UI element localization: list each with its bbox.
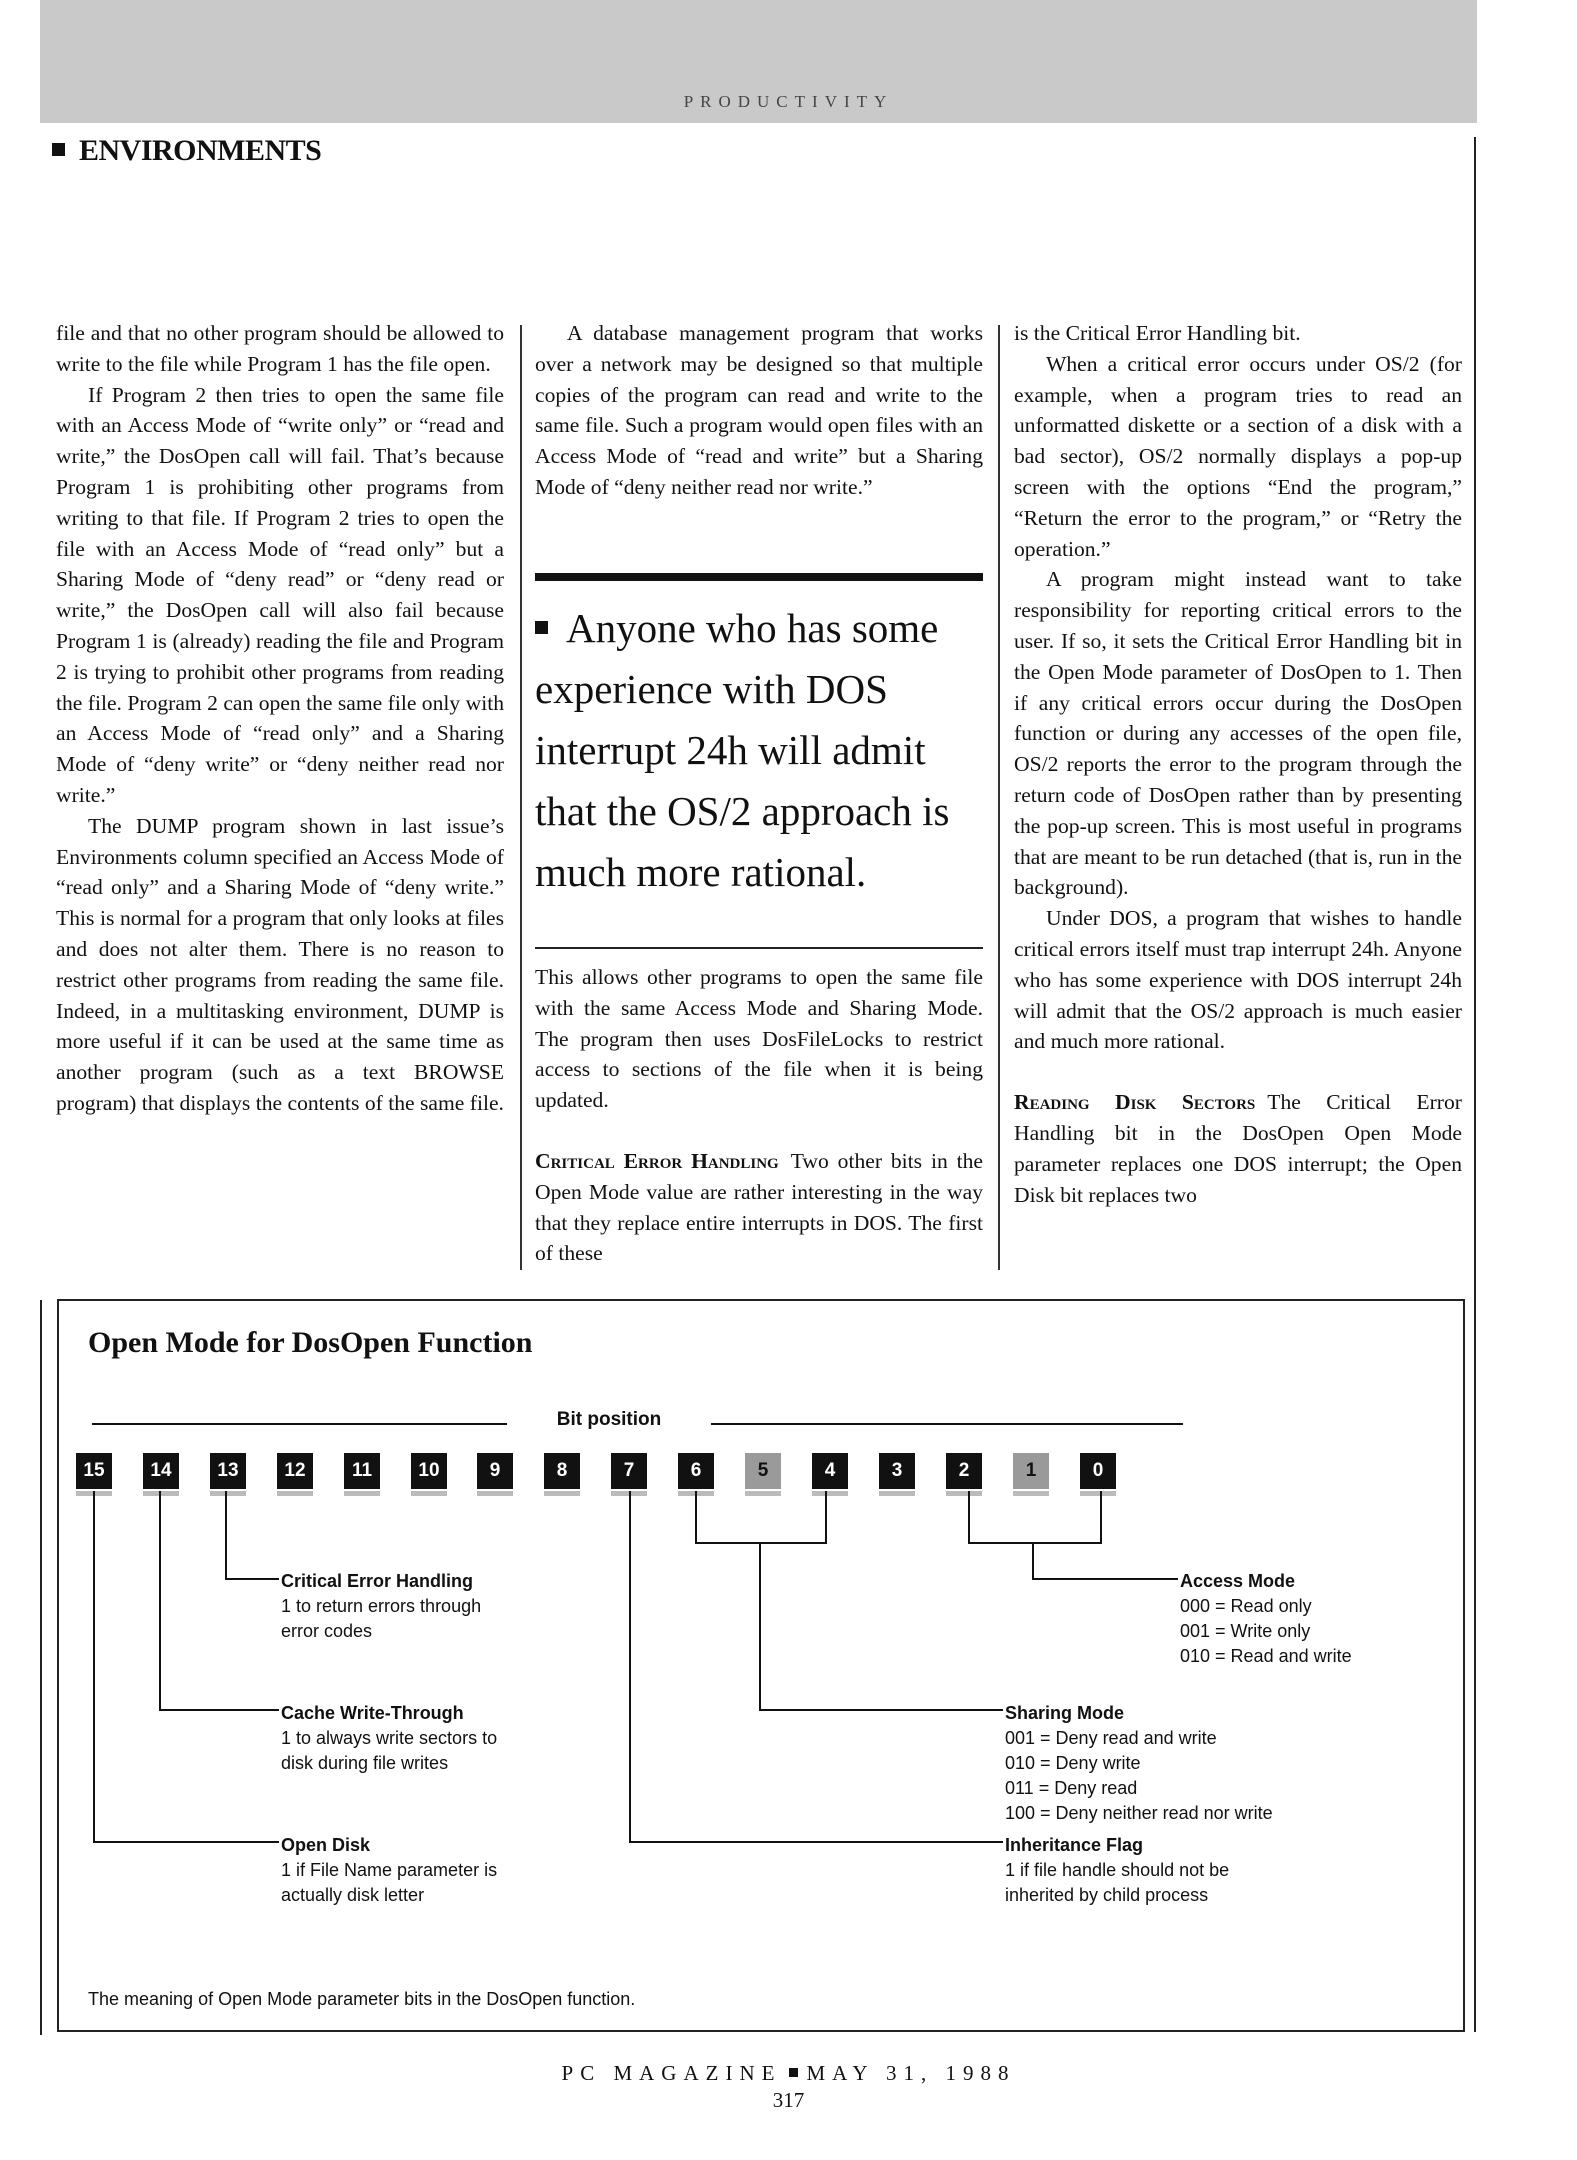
connector-line <box>1032 1578 1178 1580</box>
paragraph <box>535 1146 983 1269</box>
connector-line <box>695 1542 827 1544</box>
label-title: Cache Write-Through <box>281 1703 464 1723</box>
bit-box-shadow <box>812 1491 848 1496</box>
bit-box-shadow <box>1013 1491 1049 1496</box>
label-line: 1 if file handle should not be <box>1005 1860 1230 1880</box>
figure-box <box>57 1299 1465 2032</box>
label-line: disk during file writes <box>281 1753 449 1773</box>
paragraph: is the Critical Error Handling bit. <box>1014 321 1301 345</box>
pullquote <box>535 598 985 903</box>
connector-line <box>1032 1542 1034 1579</box>
paragraph: A program might instead want to take responsibility for reporting critical errors to the user. If so, it sets the Critical Error Handling bit in the Open Mode parameter of DosOpen to 1. Then if any critical errors occur during the DosOpen function or during any accesses of the open file, OS/2 reports the error to the program through the return code of DosOpen rather than by presenting the pop-up screen. This is most useful in programs that are meant to be run detached (that is, run in the background). <box>1014 567 1462 900</box>
connector-line <box>825 1491 827 1543</box>
label-line: inherited by child process <box>1005 1885 1209 1905</box>
figure-caption: The meaning of Open Mode parameter bits in the DosOpen function. <box>88 1989 636 2009</box>
label-title: Access Mode <box>1180 1571 1296 1591</box>
label-line: 1 to return errors through <box>281 1596 482 1616</box>
bit-position-rule <box>92 1423 507 1425</box>
bit-box-shadow <box>879 1491 915 1496</box>
bit-box-shadow <box>946 1491 982 1496</box>
bit-box-1: 1 <box>1013 1453 1049 1489</box>
connector-line <box>1100 1491 1102 1543</box>
label-title: Sharing Mode <box>1005 1703 1125 1723</box>
bit-box-shadow <box>745 1491 781 1496</box>
connector-line <box>225 1578 279 1580</box>
connector-line <box>159 1709 279 1711</box>
bit-position-rule <box>711 1423 1183 1425</box>
label-inheritance-flag <box>1005 1833 1229 1908</box>
text-column-2 <box>535 318 983 503</box>
bit-box-5: 5 <box>745 1453 781 1489</box>
bit-box-6: 6 <box>678 1453 714 1489</box>
footer <box>0 2061 1577 2086</box>
label-line: 010 = Read and write <box>1180 1646 1352 1666</box>
connector-line <box>159 1491 161 1710</box>
paragraph: When a critical error occurs under OS/2 (for example, when a program tries to read an unformatted diskette or a section of a disk with a bad sector), OS/2 normally displays a pop-up screen with the options “End the program,” “Return the error to the program,” or “Retry the operation.” <box>1014 351 1462 561</box>
connector-line <box>629 1491 631 1842</box>
label-line: 100 = Deny neither read nor write <box>1005 1803 1273 1823</box>
section-label: PRODUCTIVITY <box>683 92 894 111</box>
bit-box-15: 15 <box>76 1453 112 1489</box>
connector-line <box>968 1491 970 1543</box>
connector-line <box>759 1709 1003 1711</box>
bit-box-shadow <box>277 1491 313 1496</box>
label-line: error codes <box>281 1621 373 1641</box>
column-title-text: ENVIRONMENTS <box>79 134 322 167</box>
label-line: 010 = Deny write <box>1005 1753 1141 1773</box>
label-line: actually disk letter <box>281 1885 425 1905</box>
label-access-mode <box>1180 1569 1352 1669</box>
bit-box-12: 12 <box>277 1453 313 1489</box>
connector-line <box>225 1491 227 1579</box>
text-column-1 <box>56 318 504 1119</box>
column-separator <box>998 325 1000 1270</box>
paragraph: Under DOS, a program that wishes to handle critical errors itself must trap interrupt 24h. Anyone who has some experience with DOS interrupt 24h will admit that the OS/2 approach is much easier and much more rational. <box>1014 906 1462 1054</box>
subhead-text: The Critical Error Handling bit in the DosOpen Open Mode parameter replaces one DOS interrupt; the Open Disk bit replaces two <box>1014 1090 1462 1207</box>
bit-box-shadow <box>344 1491 380 1496</box>
figure-title: Open Mode for DosOpen Function <box>88 1326 533 1359</box>
paragraph: The DUMP program shown in last issue’s Environments column specified an Access Mode of “read only” and a Sharing Mode of “deny write.” This is normal for a program that only looks at files and does not alter them. There is no reason to restrict other programs from reading the same file. Indeed, in a multitasking environment, DUMP is more useful if it can be used at the same time as another program (such as a text BROWSE program) that displays the contents of the same file. <box>56 813 504 1115</box>
bit-box-9: 9 <box>477 1453 513 1489</box>
bullet-square-icon <box>789 2068 798 2077</box>
bit-box-2: 2 <box>946 1453 982 1489</box>
paragraph: If Program 2 then tries to open the same file with an Access Mode of “write only” or “read and write,” the DosOpen call will fail. That’s because Program 1 is prohibiting other programs from writing to that file. If Program 2 tries to open the file with an Access Mode of “read only” but a Sharing Mode of “deny read” or “deny read or write,” the DosOpen call will also fail because Program 1 is (already) reading the file and Program 2 is trying to prohibit other programs from reading the file. Program 2 can open the same file only with an Access Mode of “read only” and a Sharing Mode of “deny write” or “deny neither read nor write.” <box>56 382 504 807</box>
bit-box-shadow <box>210 1491 246 1496</box>
paragraph: file and that no other program should be allowed to write to the file while Program 1 has the file open. <box>56 321 504 376</box>
label-sharing-mode <box>1005 1701 1273 1826</box>
bit-box-8: 8 <box>544 1453 580 1489</box>
pullquote-text: Anyone who has some experience with DOS interrupt 24h will admit that the OS/2 approach is much more rational. <box>535 605 950 895</box>
label-line: 1 if File Name parameter is <box>281 1860 498 1880</box>
connector-line <box>759 1542 761 1710</box>
bit-box-10: 10 <box>411 1453 447 1489</box>
label-critical-error <box>281 1569 481 1644</box>
label-open-disk <box>281 1833 497 1908</box>
pullquote-top-rule <box>535 573 983 581</box>
paragraph: A database management program that works over a network may be designed so that multiple copies of the program can read and write to the same file. Such a program would open files with an Access Mode of “read and write” but a Sharing Mode of “deny neither read nor write.” <box>535 321 983 499</box>
connector-line <box>93 1841 279 1843</box>
bit-box-shadow <box>143 1491 179 1496</box>
bit-box-shadow <box>544 1491 580 1496</box>
label-line: 1 to always write sectors to <box>281 1728 498 1748</box>
bit-position-label: Bit position <box>556 1409 662 1430</box>
connector-line <box>695 1491 697 1543</box>
bit-box-shadow <box>477 1491 513 1496</box>
footer-date: MAY 31, 1988 <box>806 2061 1016 2085</box>
bit-box-13: 13 <box>210 1453 246 1489</box>
page-number: 317 <box>772 2088 805 2112</box>
label-title: Critical Error Handling <box>281 1571 474 1591</box>
bit-box-4: 4 <box>812 1453 848 1489</box>
bit-box-shadow <box>1080 1491 1116 1496</box>
label-line: 001 = Write only <box>1180 1621 1311 1641</box>
connector-line <box>629 1841 1003 1843</box>
column-separator <box>520 325 522 1270</box>
subhead-text: Two other bits in the Open Mode value are rather interesting in the way that they replace entire interrupts in DOS. The first of these <box>535 1148 983 1266</box>
label-line: 011 = Deny read <box>1005 1778 1138 1798</box>
label-line: 000 = Read only <box>1180 1596 1312 1616</box>
bit-box-0: 0 <box>1080 1453 1116 1489</box>
column-title <box>52 134 321 168</box>
bit-box-11: 11 <box>344 1453 380 1489</box>
paragraph: This allows other programs to open the same file with the same Access Mode and Sharing Mode. The program then uses DosFileLocks to restrict access to sections of the file when it is being updated. <box>535 965 983 1113</box>
right-rule <box>1474 137 1476 2032</box>
bullet-square-icon <box>535 621 548 634</box>
label-cache-write-through <box>281 1701 497 1776</box>
text-column-3 <box>1014 318 1462 1210</box>
connector-line <box>968 1542 1102 1544</box>
subhead: Critical Error Handling <box>535 1148 779 1173</box>
pullquote-bottom-rule <box>535 947 983 949</box>
paragraph <box>1014 1087 1462 1210</box>
footer-magazine: PC MAGAZINE <box>561 2061 782 2085</box>
bit-box-14: 14 <box>143 1453 179 1489</box>
connector-line <box>93 1491 95 1842</box>
label-line: 001 = Deny read and write <box>1005 1728 1217 1748</box>
label-title: Open Disk <box>281 1835 371 1855</box>
label-title: Inheritance Flag <box>1005 1835 1144 1855</box>
bit-box-7: 7 <box>611 1453 647 1489</box>
bit-box-3: 3 <box>879 1453 915 1489</box>
subhead: Reading Disk Sectors <box>1014 1090 1256 1115</box>
bullet-square-icon <box>52 143 65 156</box>
left-rule <box>40 1300 42 2035</box>
text-column-2-continued <box>535 962 983 1269</box>
bit-box-shadow <box>411 1491 447 1496</box>
